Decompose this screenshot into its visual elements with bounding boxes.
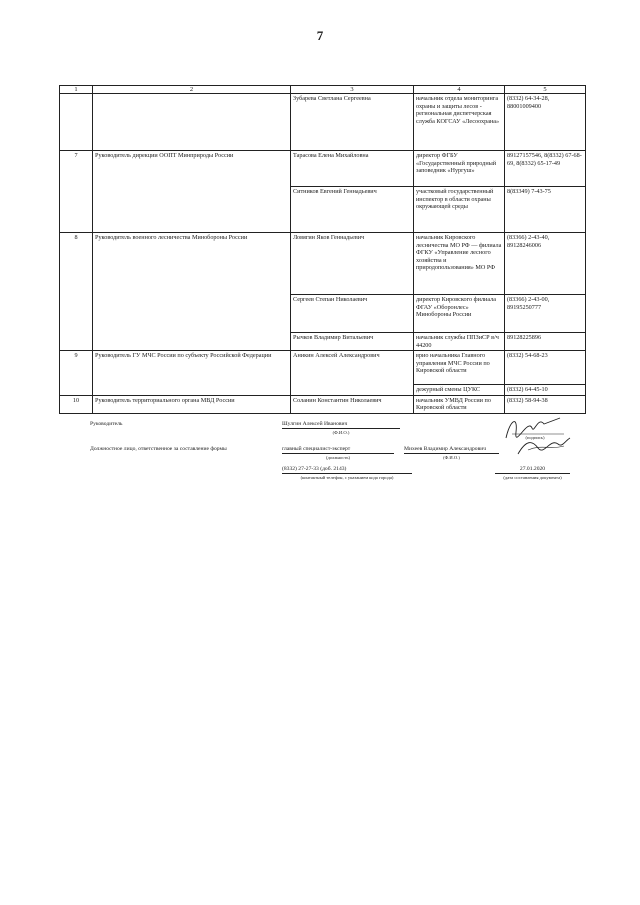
contact-name: Зубарева Светлана Сергеевна: [291, 94, 414, 151]
head-name: Шулгин Алексей Иванович: [282, 421, 400, 429]
phone-block: [282, 466, 412, 481]
contact-phone-footer: (8332) 27-27-33 (доб. 2143): [282, 466, 412, 474]
table-header-row: [60, 86, 586, 94]
contact-position: участковый государственный инспектор в области охраны окружающей среды: [414, 187, 505, 233]
row-number: [60, 94, 93, 151]
document-date: 27.01.2020: [495, 466, 570, 474]
contact-phone: (8332) 64-34-28, 88001009400: [505, 94, 586, 151]
row-organization: Руководитель ГУ МЧС России по субъекту Российской Федерации: [93, 351, 291, 396]
contact-position: директор Кировского филиала ФГАУ «Оборонлес» Минобороны России: [414, 295, 505, 333]
responsible-fio-caption: (Ф.И.О.): [443, 455, 460, 460]
contact-name: Рычков Владимир Витальевич: [291, 333, 414, 351]
contact-position: начальник Кировского лесничества МО РФ — филиала ФГКУ «Управление лесного хозяйства и природопользования» МО РФ: [414, 233, 505, 295]
page-number: 7: [316, 28, 324, 43]
header-col-5: 5: [505, 86, 586, 94]
contact-phone: (8332) 64-45-10: [505, 385, 586, 396]
responsible-label: Должностное лицо, ответственное за составление формы: [90, 446, 227, 452]
header-col-3: 3: [291, 86, 414, 94]
position-caption: (должность): [325, 455, 351, 460]
header-col-4: 4: [414, 86, 505, 94]
date-block: [495, 466, 570, 481]
contact-position: начальник отдела мониторинга охраны и защиты лесов - региональная диспетчерская служба КОГСАУ «Лесоохрана»: [414, 94, 505, 151]
phone-caption: (контактный телефон, с указанием кода города): [300, 475, 394, 480]
contact-phone: (83366) 2-43-00, 89195250777: [505, 295, 586, 333]
contact-position: дежурный смены ЦУКС: [414, 385, 505, 396]
responsible-name: Михеев Владимир Александрович: [404, 446, 499, 454]
signature-caption: (подпись): [525, 435, 545, 440]
row-number: 10: [60, 395, 93, 413]
header-col-2: 2: [93, 86, 291, 94]
contact-position: врио начальника Главного управления МЧС России по Кировской области: [414, 351, 505, 385]
contact-phone: 89127157546, 8(8332) 67-68-69, 8(8332) 65-17-49: [505, 151, 586, 187]
contact-name: Ловягин Яков Геннадьевич: [291, 233, 414, 295]
responsible-position-block: [282, 446, 394, 461]
header-col-1: 1: [60, 86, 93, 94]
contacts-table: [59, 85, 586, 414]
head-label: Руководитель: [90, 421, 123, 427]
row-organization: Руководитель военного лесничества Минобороны России: [93, 233, 291, 351]
contact-position: начальник УМВД России по Кировской области: [414, 395, 505, 413]
contact-position: начальник службы ППЗиСР в/ч 44200: [414, 333, 505, 351]
row-number: 8: [60, 233, 93, 351]
contact-name: Сергеев Степан Николаевич: [291, 295, 414, 333]
contact-name: Аникин Алексей Александрович: [291, 351, 414, 396]
row-organization: Руководитель дирекции ООПТ Минприроды России: [93, 151, 291, 233]
date-caption: (дата составления документа): [503, 475, 562, 480]
row-number: 7: [60, 151, 93, 233]
table-row: [60, 94, 586, 151]
contact-phone: 8(83349) 7-43-75: [505, 187, 586, 233]
contact-name: Тарасова Елена Михайловна: [291, 151, 414, 187]
head-name-block: [282, 421, 400, 436]
table-row: [60, 233, 586, 295]
contact-position: директор ФГБУ «Государственный природный заповедник «Нургуш»: [414, 151, 505, 187]
contact-name: Соланин Константин Николаевич: [291, 395, 414, 413]
contact-phone: (83366) 2-43-40, 89128246006: [505, 233, 586, 295]
contact-phone: (8332) 58-94-38: [505, 395, 586, 413]
fio-caption: (Ф.И.О.): [332, 430, 350, 435]
contact-name: Ситников Евгений Геннадьевич: [291, 187, 414, 233]
table-row: [60, 351, 586, 385]
row-organization: Руководитель территориального органа МВД России: [93, 395, 291, 413]
row-number: 9: [60, 351, 93, 396]
handwritten-signature: [498, 410, 573, 460]
row-organization: [93, 94, 291, 151]
responsible-position: главный специалист-эксперт: [282, 446, 394, 454]
contact-phone: (8332) 54-68-23: [505, 351, 586, 385]
table-row: [60, 151, 586, 187]
contact-phone: 89128225896: [505, 333, 586, 351]
responsible-name-block: [404, 446, 499, 461]
